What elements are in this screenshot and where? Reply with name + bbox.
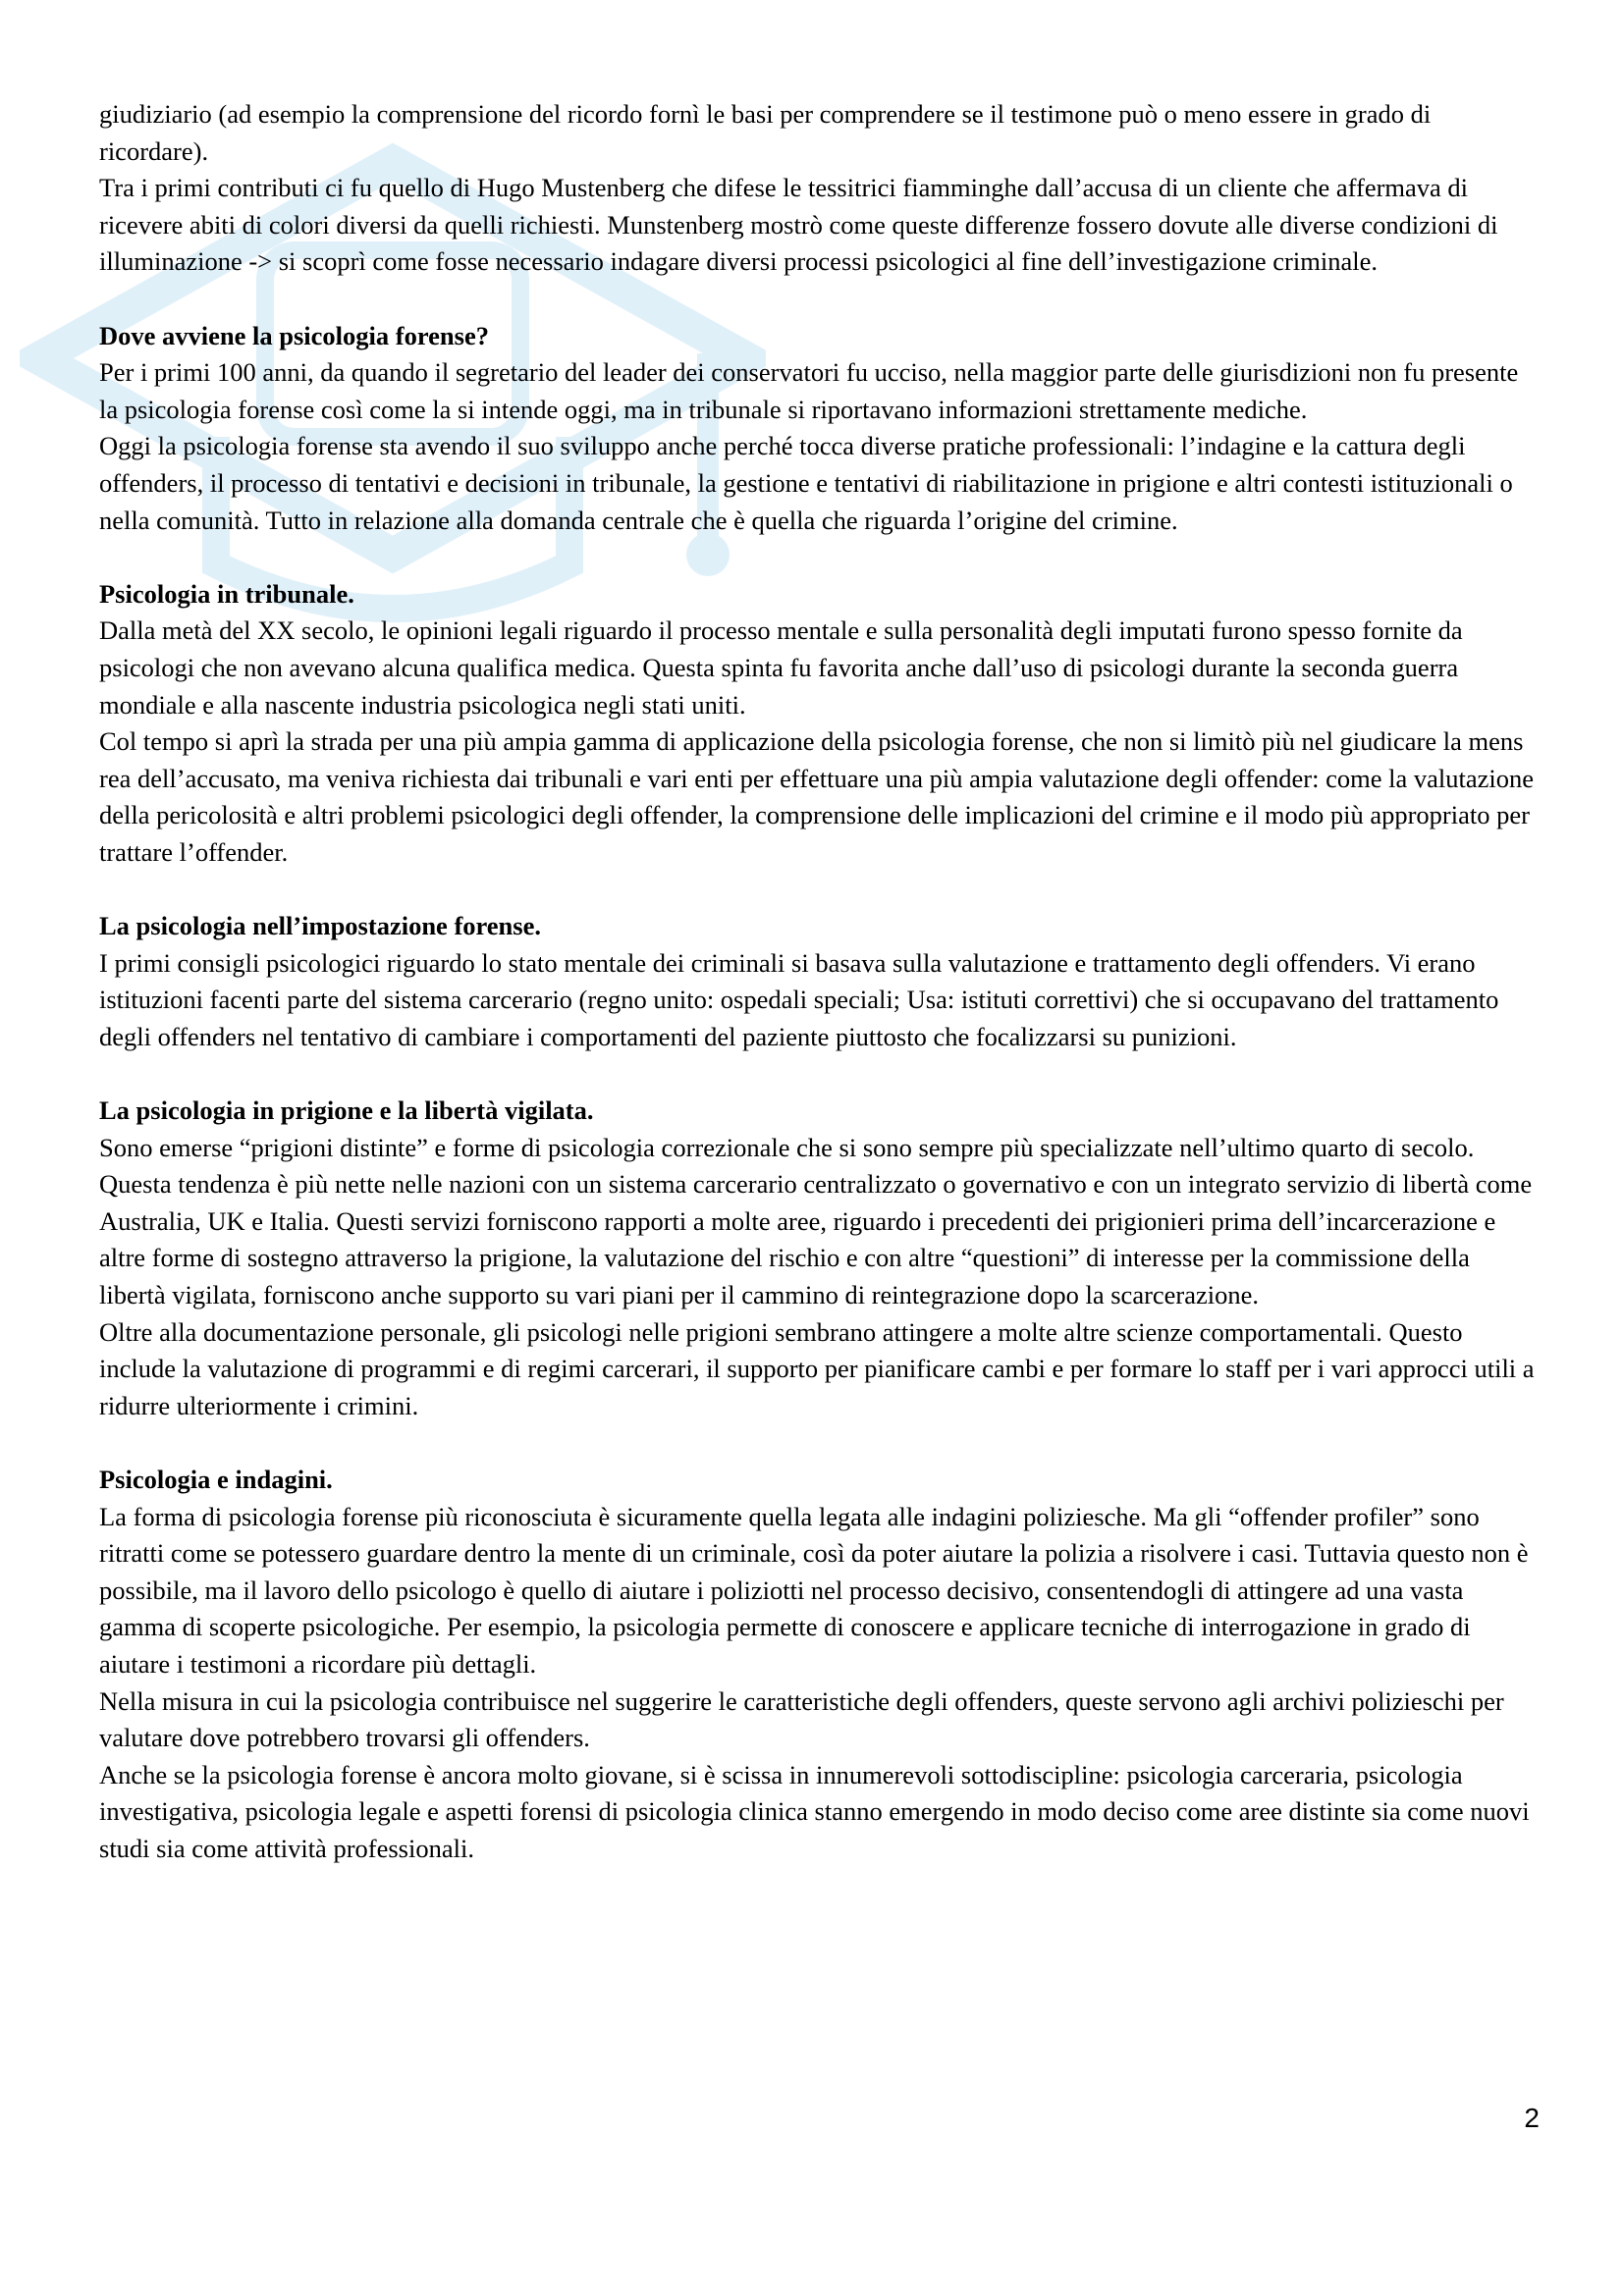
section-heading: La psicologia nell’impostazione forense.: [99, 911, 541, 941]
section-paragraph: La forma di psicologia forense più riconosciuta è sicuramente quella legata alle indagini poliziesche. Ma gli “offender profiler” sono ritratti come se potessero guardare dentro la mente di un criminale, così da poter aiutare la polizia a risolvere i casi. Tuttavia questo non è possibile, ma il lavoro dello psicologo è quello di aiutare i poliziotti nel processo decisivo, consentendogli di attingere ad una vasta gamma di scoperte psicologiche. Per esempio, la psicologia permette di conoscere e applicare tecniche di interrogazione in grado di aiutare i testimoni a ricordare più dettagli.: [99, 1501, 1529, 1679]
section-paragraph: Sono emerse “prigioni distinte” e forme di psicologia correzionale che si sono sempre più specializzate nell’ultimo quarto di secolo. Questa tendenza è più nette nelle nazioni con un sistema carcerario centralizzato o governativo e con un integrato servizio di libertà come Australia, UK e Italia. Questi servizi forniscono rapporti a molte aree, riguardo i precedenti dei prigionieri prima dell’incarcerazione e altre forme di sostegno attraverso la prigione, la valutazione del rischio e con altre “questioni” di interesse per la commissione della libertà vigilata, forniscono anche supporto su vari piani per il cammino di reintegrazione dopo la scarcerazione.: [99, 1132, 1533, 1309]
section-heading: La psicologia in prigione e la libertà vigilata.: [99, 1095, 594, 1126]
page-number: 2: [1524, 2103, 1540, 2133]
section-indagini: [99, 1462, 1542, 1868]
document-body: [99, 96, 1542, 1904]
section-paragraph: Nella misura in cui la psicologia contribuisce nel suggerire le caratteristiche degli offenders, queste servono agli archivi polizieschi per valutare dove potrebbero trovarsi gli offenders.: [99, 1685, 1504, 1753]
section-impostazione-forense: [99, 908, 1542, 1055]
section-paragraph: Dalla metà del XX secolo, le opinioni legali riguardo il processo mentale e sulla personalità degli imputati furono spesso fornite da psicologi che non avevano alcuna qualifica medica. Questa spinta fu favorita anche dall’uso di psicologi durante la seconda guerra mondiale e alla nascente industria psicologica negli stati uniti.: [99, 615, 1463, 720]
section-paragraph: Col tempo si aprì la strada per una più ampia gamma di applicazione della psicologia forense, che non si limitò più nel giudicare la mens rea dell’accusato, ma veniva richiesta dai tribunali e vari enti per effettuare una più ampia valutazione degli offender: come la valutazione della pericolosità e altri problemi psicologici degli offender, la comprensione delle implicazioni del crimine e il modo più appropriato per trattare l’offender.: [99, 726, 1535, 867]
section-tribunale: [99, 576, 1542, 872]
section-paragraph: I primi consigli psicologici riguardo lo stato mentale dei criminali si basava sulla valutazione e trattamento degli offenders. Vi erano istituzioni facenti parte del sistema carcerario (regno unito: ospedali speciali; Usa: istituti correttivi) che si occupavano del trattamento degli offenders nel tentativo di cambiare i comportamenti del paziente piuttosto che focalizzarsi su punizioni.: [99, 947, 1499, 1051]
section-paragraph: Anche se la psicologia forense è ancora molto giovane, si è scissa in innumerevoli sottodiscipline: psicologia carceraria, psicologia investigativa, psicologia legale e aspetti forensi di psicologia clinica stanno emergendo in modo deciso come aree distinte sia come nuovi studi sia come attività professionali.: [99, 1759, 1530, 1863]
section-paragraph: Oggi la psicologia forense sta avendo il suo sviluppo anche perché tocca diverse pratiche professionali: l’indagine e la cattura degli offenders, il processo di tentativi e decisioni in tribunale, la gestione e tentativi di riabilitazione in prigione e altri contesti istituzionali o nella comunità. Tutto in relazione alla domanda centrale che è quella che riguarda l’origine del crimine.: [99, 431, 1513, 535]
section-paragraph: Per i primi 100 anni, da quando il segretario del leader dei conservatori fu ucciso, nella maggior parte delle giurisdizioni non fu presente la psicologia forense così come la si intende oggi, ma in tribunale si riportavano informazioni strettamente mediche.: [99, 357, 1519, 424]
section-heading: Psicologia in tribunale.: [99, 578, 354, 609]
section-dove-avviene: [99, 318, 1542, 540]
section-heading: Psicologia e indagini.: [99, 1464, 333, 1494]
intro-paragraph: giudiziario (ad esempio la comprensione del ricordo fornì le basi per comprendere se il testimone può o meno essere in grado di ricordare).: [99, 99, 1432, 166]
intro-block: [99, 96, 1542, 281]
intro-paragraph: Tra i primi contributi ci fu quello di Hugo Mustenberg che difese le tessitrici fiamminghe dall’accusa di un cliente che affermava di ricevere abiti di colori diversi da quelli richiesti. Munstenberg mostrò come queste differenze fossero dovute alle diverse condizioni di illuminazione -> si scoprì come fosse necessario indagare diversi processi psicologici al fine dell’investigazione criminale.: [99, 173, 1498, 277]
section-prigione: [99, 1093, 1542, 1424]
section-heading: Dove avviene la psicologia forense?: [99, 320, 489, 350]
section-paragraph: Oltre alla documentazione personale, gli psicologi nelle prigioni sembrano attingere a molte altre scienze comportamentali. Questo include la valutazione di programmi e di regimi carcerari, il supporto per pianificare cambi e per formare lo staff per i vari approcci utili a ridurre ulteriormente i crimini.: [99, 1316, 1535, 1420]
